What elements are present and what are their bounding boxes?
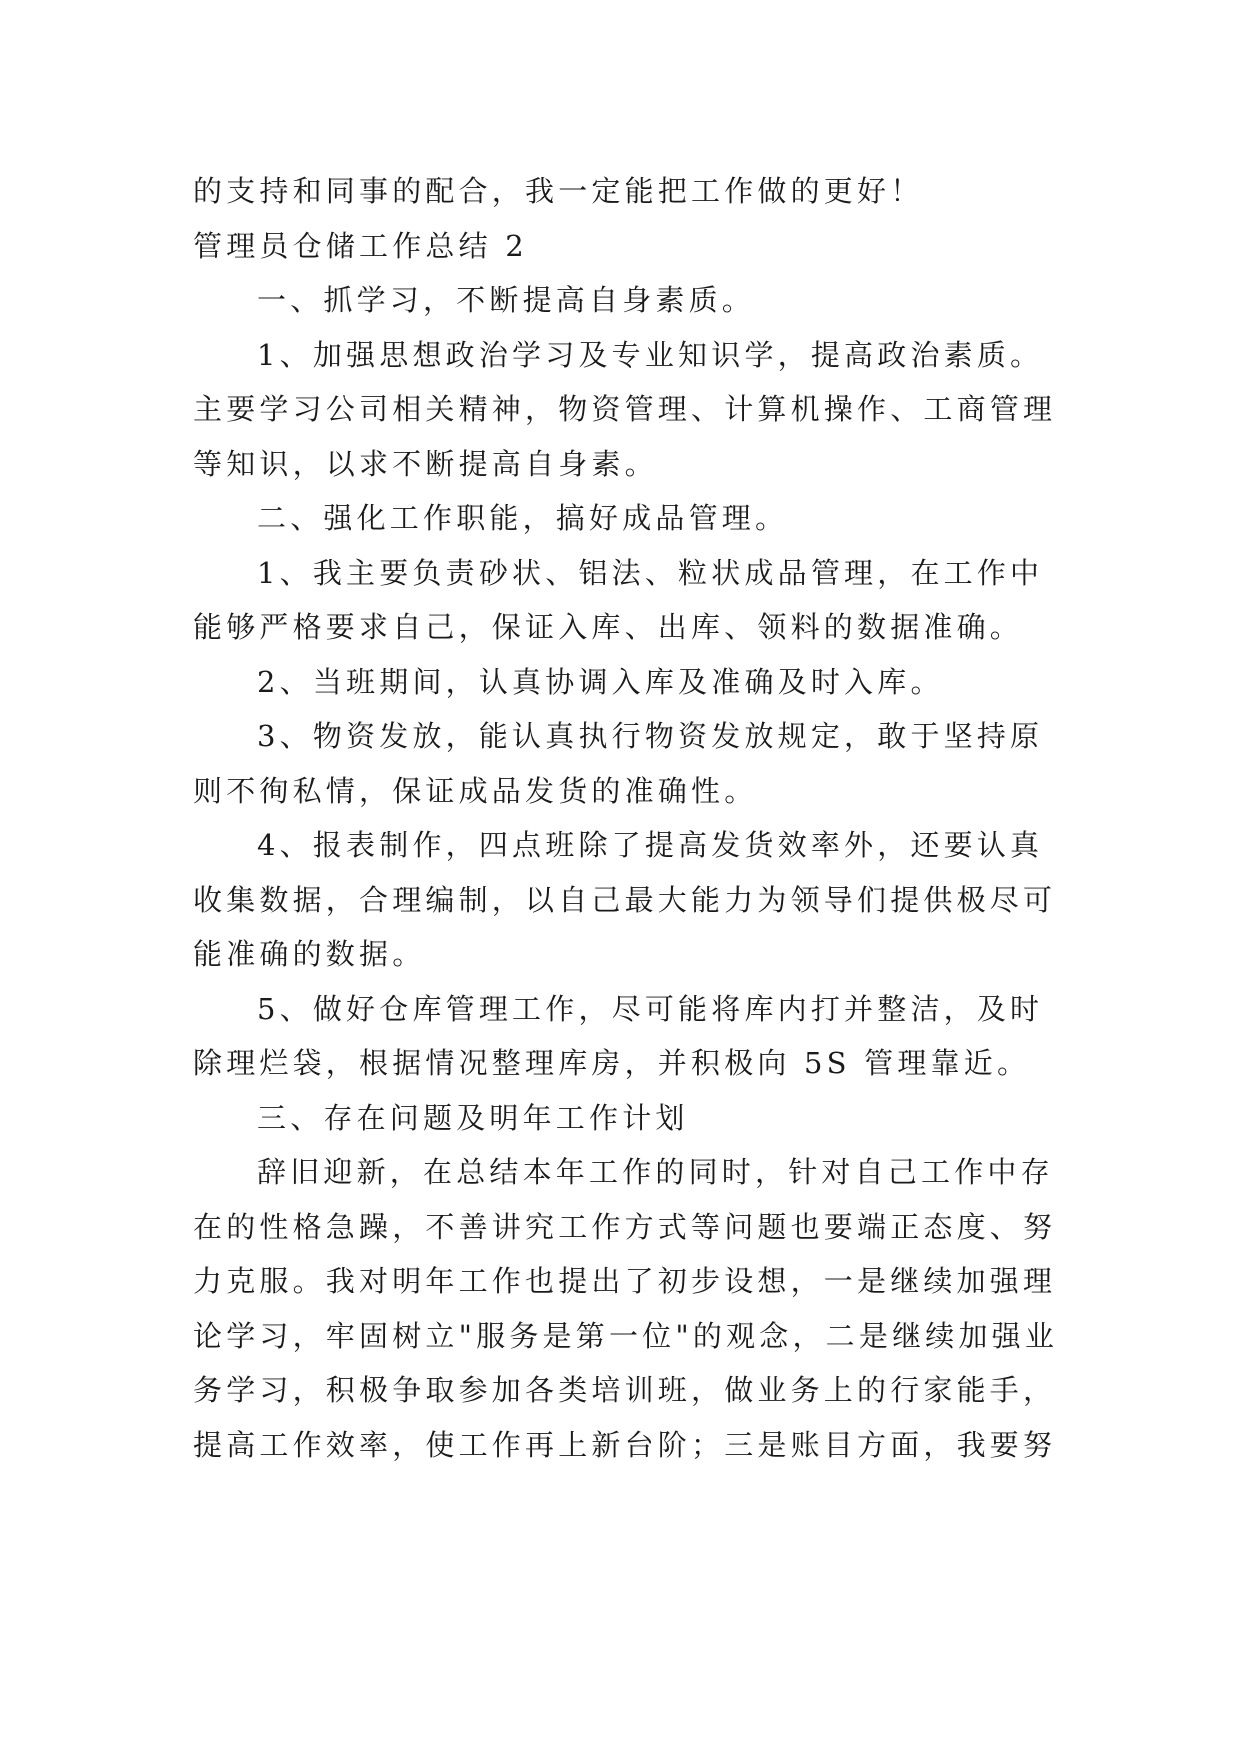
heading-line: 二、强化工作职能，搞好成品管理。 xyxy=(257,501,789,535)
text-line: 2、当班期间，认真协调入库及准确及时入库。 xyxy=(257,665,944,699)
text-line: 在的性格急躁，不善讲究工作方式等问题也要端正态度、努 xyxy=(193,1210,1057,1244)
text-line: 辞旧迎新，在总结本年工作的同时，针对自己工作中存 xyxy=(257,1155,1054,1189)
heading-line: 三、存在问题及明年工作计划 xyxy=(257,1101,689,1135)
text-line: 的支持和同事的配合，我一定能把工作做的更好！ xyxy=(193,174,924,208)
text-line: 能够严格要求自己，保证入库、出库、领料的数据准确。 xyxy=(193,610,1024,644)
text-line: 4、报表制作，四点班除了提高发货效率外，还要认真 xyxy=(257,828,1044,862)
text-line: 收集数据，合理编制，以自己最大能力为领导们提供极尽可 xyxy=(193,883,1057,917)
text-line: 能准确的数据。 xyxy=(193,937,426,971)
text-line: 主要学习公司相关精神，物资管理、计算机操作、工商管理 xyxy=(193,392,1057,426)
text-line: 5、做好仓库管理工作，尽可能将库内打并整洁，及时 xyxy=(257,992,1044,1026)
text-line: 除理烂袋，根据情况整理库房，并积极向 5S 管理靠近。 xyxy=(193,1046,1031,1080)
text-line: 务学习，积极争取参加各类培训班，做业务上的行家能手， xyxy=(193,1373,1057,1407)
heading-line: 一、抓学习，不断提高自身素质。 xyxy=(257,283,756,317)
text-line: 3、物资发放，能认真执行物资发放规定，敢于坚持原 xyxy=(257,719,1044,753)
text-line: 则不徇私情，保证成品发货的准确性。 xyxy=(193,774,758,808)
text-line: 等知识，以求不断提高自身素。 xyxy=(193,447,658,481)
text-line: 力克服。我对明年工作也提出了初步设想，一是继续加强理 xyxy=(193,1264,1057,1298)
section-title: 管理员仓储工作总结 2 xyxy=(193,229,528,263)
text-line: 论学习，牢固树立"服务是第一位"的观念，二是继续加强业 xyxy=(193,1319,1059,1353)
text-line: 1、我主要负责砂状、铝法、粒状成品管理，在工作中 xyxy=(257,556,1044,590)
text-line: 1、加强思想政治学习及专业知识学，提高政治素质。 xyxy=(257,338,1044,372)
text-line: 提高工作效率，使工作再上新台阶；三是账目方面，我要努 xyxy=(193,1428,1057,1462)
